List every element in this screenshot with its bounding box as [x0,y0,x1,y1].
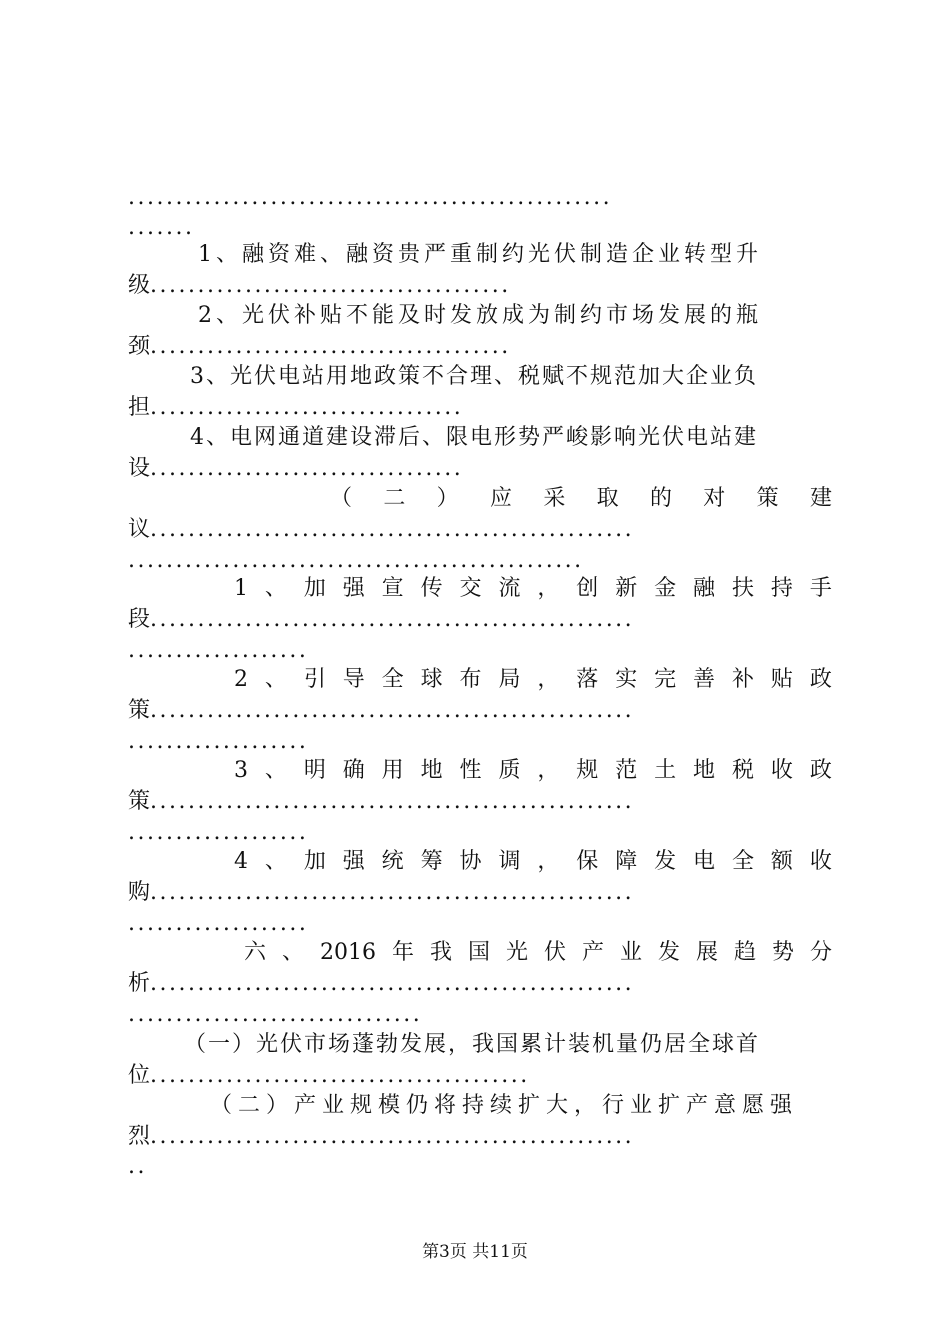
toc-entry-2-cont: 颈...................................... [128,334,511,359]
toc-dots: ................................................ [128,548,584,573]
toc-dots: ....... [128,215,195,240]
toc-dots: ................... [128,820,309,845]
toc-section-6-cont: 析................................................... [128,971,635,996]
toc-dots: ................... [128,638,309,663]
toc-entry-4[interactable]: 4、电网通道建设滞后、限电形势严峻影响光伏电站建 [190,425,758,450]
toc-entry-1[interactable]: 1、融资难、融资贵严重制约光伏制造企业转型升 [198,242,762,267]
toc-dots: ................................................... [128,185,613,210]
toc-trend-2-cont: 烈................................................... [128,1124,635,1149]
toc-dots: .. [128,1154,147,1179]
toc-trend-2[interactable]: （二）产业规模仍将持续扩大，行业扩产意愿强 [210,1093,799,1118]
toc-measure-2[interactable]: 2 、 引 导 全 球 布 局 ， 落 实 完 善 补 贴 政 [234,667,832,692]
toc-section-2-cont: 议................................................... [128,517,635,542]
toc-entry-3-cont: 担................................. [128,395,464,420]
toc-measure-3[interactable]: 3 、 明 确 用 地 性 质 ， 规 范 土 地 税 收 政 [234,758,832,783]
toc-trend-1-cont: 位........................................ [128,1063,530,1088]
toc-measure-4[interactable]: 4 、 加 强 统 筹 协 调 ， 保 障 发 电 全 额 收 [234,849,832,874]
toc-measure-1[interactable]: 1 、 加 强 宣 传 交 流 ， 创 新 金 融 扶 持 手 [234,576,832,601]
toc-section-6-heading[interactable]: 六 、 2016 年 我 国 光 伏 产 业 发 展 趋 势 分 [244,940,832,965]
toc-measure-4-cont: 购................................................... [128,880,635,905]
toc-section-2-heading[interactable]: （ 二 ） 应 采 取 的 对 策 建 [330,486,832,511]
toc-dots: ................... [128,911,309,936]
toc-measure-1-cont: 段................................................... [128,607,635,632]
toc-measure-3-cont: 策................................................... [128,789,635,814]
toc-measure-2-cont: 策................................................... [128,698,635,723]
toc-entry-2[interactable]: 2、光伏补贴不能及时发放成为制约市场发展的瓶 [198,303,762,328]
page-footer: 第3页 共11页 [422,1242,528,1262]
toc-entry-1-cont: 级...................................... [128,273,511,298]
toc-entry-4-cont: 设................................. [128,456,464,481]
toc-dots: ................... [128,729,309,754]
toc-entry-3[interactable]: 3、光伏电站用地政策不合理、税赋不规范加大企业负 [190,364,758,389]
toc-trend-1[interactable]: （一）光伏市场蓬勃发展，我国累计装机量仍居全球首 [184,1032,761,1057]
toc-dots: ............................... [128,1002,423,1027]
